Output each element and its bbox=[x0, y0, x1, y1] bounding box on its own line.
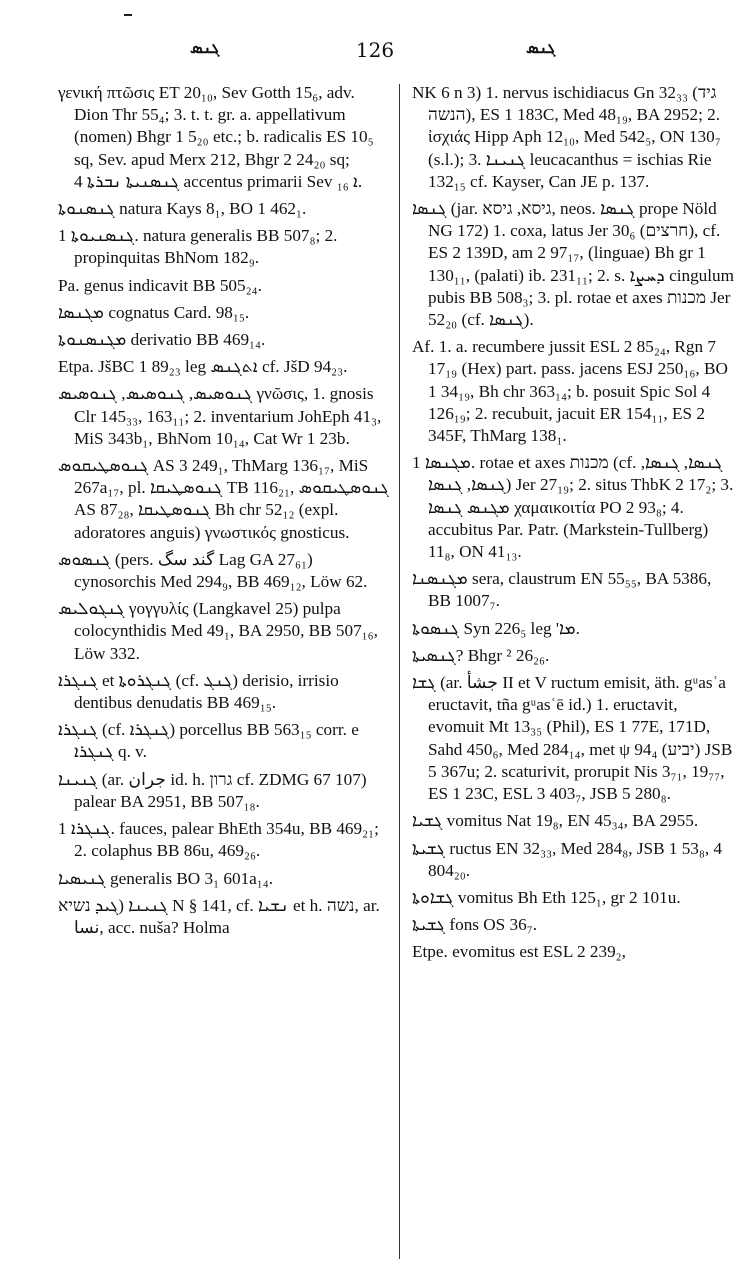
page-number: 126 bbox=[355, 38, 395, 62]
entry: ܡܓܢܣܐ 1. rotae et axes מכנות (cf. ܓܢܣܐ, ܓܢܣܐ, ܓܢܣܐ, ܓܢܣܐ) Jer 27₁₉; 2. situs ThbK 2 17₂; 3. ܡܓܢܣ ܓܢܣܐ χαμαικοιτία PO 2 93₈; 4. accubitus Par. Patr. (Markstein-Tullberg) 11₈, ON 41₁₃. bbox=[412, 453, 734, 562]
right-catchword: ܓܢܣ bbox=[526, 38, 556, 57]
entry: ܓܢܣܘܬܐ Syn 226₅ leg 'ܡܐ. bbox=[412, 618, 580, 638]
entry: ܓܢܘܣܛܝܩܘܣ AS 3 249₁, ThMarg 136₁₇, MiS 267a₁₇, pl. ܓܢܘܣܛܝܩܐ TB 116₂₁, ܓܢܘܣܛܝܩܘܣ AS 87₂₈, ܓܢܘܣܛܝܩܐ Bh chr 52₁₂ (expl. adoratores anguis) γνωστικός gnosticus. bbox=[58, 456, 389, 542]
entry: ܓܢܣܢܘܬܐ natura Kays 8₁, BO 1 462₁. bbox=[58, 199, 307, 219]
top-mark bbox=[124, 14, 132, 16]
entry: Af. 1. a. recumbere jussit ESL 2 85₂₄, Rgn 7 17₁₉ (Hex) part. pass. jacens ESJ 250₁₆, BO 1 34₁₉, Bh chr 363₁₄; b. posuit Spic Sol 4 126₁₉; 2. recubuit, jacuit ER 154₁₁, ES 2 345F, ThMarg 138₁. bbox=[412, 337, 728, 446]
entry: ܓܢܣܐ (jar. גיסא, גיסא, neos. ܓܢܣܐ prope Nöld NG 172) 1. coxa, latus Jer 30₆ (חרצים), cf. ES 2 139D, am 2 97₁₇, (linguae) Bh gr 1 130₁₁, (palati) ib. 231₁₁; 2. s. ܕܚܨܐ cingulum pubis BB 508₃; 3. pl. rotae et axes מכנות Jer 52₂₀ (cf. ܓܢܣܐ). bbox=[412, 199, 735, 330]
column-divider bbox=[399, 84, 400, 1259]
entry: ܓܢܓܪܐ 1. fauces, palear BhEth 354u, BB 469₂₁; 2. colaphus BB 86u, 469₂₆. bbox=[58, 819, 379, 861]
entry: ܓܫܝܬܐ ructus EN 32₃₃, Med 284₈, JSB 1 53₈, 4 804₂₀. bbox=[412, 838, 723, 880]
entry: ܓܫܐ (ar. جشأ II et V ructum emisit, äth. gᵘasʿa eructavit, tña gᵘasʿē id.) 1. eructavit, evomuit Mt 13₃₅ (Phil), ES 1 77E, 171D, Sahd 450₆, Med 284₁₄, met ψ 94₄ (יביע) JSB 5 367u; 2. scaturivit, prorupit Nis 3₇₁, 19₇₇, ES 1 23C, ESL 3 403₇, JSB 5 280₈. bbox=[412, 673, 733, 804]
entry: ܓܢܣܘܣ (pers. ﮔﻨﺪ ﺳﮓ Lag GA 27₆₁) cynosorchis Med 294₉, BB 469₁₂, Löw 62. bbox=[58, 549, 368, 592]
left-catchword: ܓܢܣ bbox=[190, 38, 220, 57]
entry: ܓܢܘܣܝܣ, ܓܢܘܣܝܣ, ܓܢܘܣܝܣ γνῶσις, 1. gnosis Clr 145₃₃, 163₁₁; 2. inventarium JohEph 41₃, MiS 343b₁, BhNom 10₁₄, Cat Wr 1 23b. bbox=[58, 384, 382, 448]
entry: ܓܢܣܝܬܐ? Bhgr ² 26₂₆. bbox=[412, 645, 550, 665]
entry: ܡܓܢܣܐ cognatus Card. 98₁₅. bbox=[58, 302, 250, 322]
entry: ܓܫܝܐ vomitus Nat 19₈, EN 45₃₄, BA 2955. bbox=[412, 811, 699, 831]
page-header bbox=[0, 38, 750, 68]
entry: ܓܢܓܘܠܝܣ γογγυλίς (Langkavel 25) pulpa colocynthidis Med 49₁, BA 2950, BB 507₁₆, Löw 332. bbox=[58, 599, 378, 663]
entry: Etpa. JšBC 1 89₂₃ leg ܐܬܓܢܣ cf. JšD 94₂₃. bbox=[58, 357, 348, 377]
entry: ܡܓܢܣܢܐ sera, claustrum EN 55₅₅, BA 5386, BB 1007₇. bbox=[412, 569, 712, 611]
entry: Pa. genus indicavit BB 505₂₄. bbox=[58, 275, 262, 295]
entry: ܓܢܓܪܐ (cf. ܓܢܓܪܐ) porcellus BB 563₁₅ corr. e ܓܢܓܪܐ q. v. bbox=[58, 720, 359, 762]
entry: Etpe. evomitus est ESL 2 239₂, bbox=[412, 942, 626, 962]
entry: ܓܢܝܣܝܐ generalis BO 3₁ 601a₁₄. bbox=[58, 868, 274, 888]
entry: ܓܫܐܘܬܐ vomitus Bh Eth 125₁, gr 2 101u. bbox=[412, 887, 681, 907]
entry: ܓܫܝܬܐ fons OS 36₇. bbox=[412, 915, 538, 935]
left-column bbox=[58, 82, 390, 944]
right-column bbox=[412, 82, 736, 969]
entry: γενική πτῶσις ET 20₁₀, Sev Gotth 15₆, adv. Dion Thr 55₄; 3. t. t. gr. a. appellativum (nomen) Bhgr 1 5₂₀ etc.; b. radicalis ES 10₅ sq, Sev. apud Merx 212, Bhgr 2 24₂₀ sq; ܓܢܣܢܝܬܐ ܢܒܪܬܐ 4 accentus primarii Sev ܐ ₁₆. bbox=[58, 83, 374, 191]
entry: NK 6 n 3) 1. nervus ischidiacus Gn 32₃₃ (גיד הנשה), ES 1 183C, Med 48₁₉, BA 2952; 2. ἰσχιάς Hipp Aph 12₁₀, Med 542₅, ON 130₇ (s.l.); 3. ܓܢܝܢܐ leucacanthus = ischias Rie 132₁₅ cf. Kayser, Can JE p. 137. bbox=[412, 83, 721, 191]
entry: ܡܓܢܣܢܘܬܐ derivatio BB 469₁₄. bbox=[58, 330, 266, 350]
entry: ܓܢܓܪܐ et ܓܢܓܪܘܬܐ (cf. ܓܢܓ) derisio, irrisio dentibus denudatis BB 469₁₅. bbox=[58, 670, 339, 713]
entry: ܓܢܝܢܐ (ܓܝܕ נשיא N § 141, cf. ܢܫܝܐ et h. נשה, ar. نسا, acc. nuša? Holma bbox=[58, 895, 380, 937]
entry: ܓܢܝܢܐ (ar. جران id. h. גרון cf. ZDMG 67 107) palear BA 2951, BB 507₁₈. bbox=[58, 769, 367, 811]
entry: ܓܢܣܢܝܘܬܐ 1. natura generalis BB 507₈; 2. propinquitas BhNom 182₉. bbox=[58, 226, 338, 268]
